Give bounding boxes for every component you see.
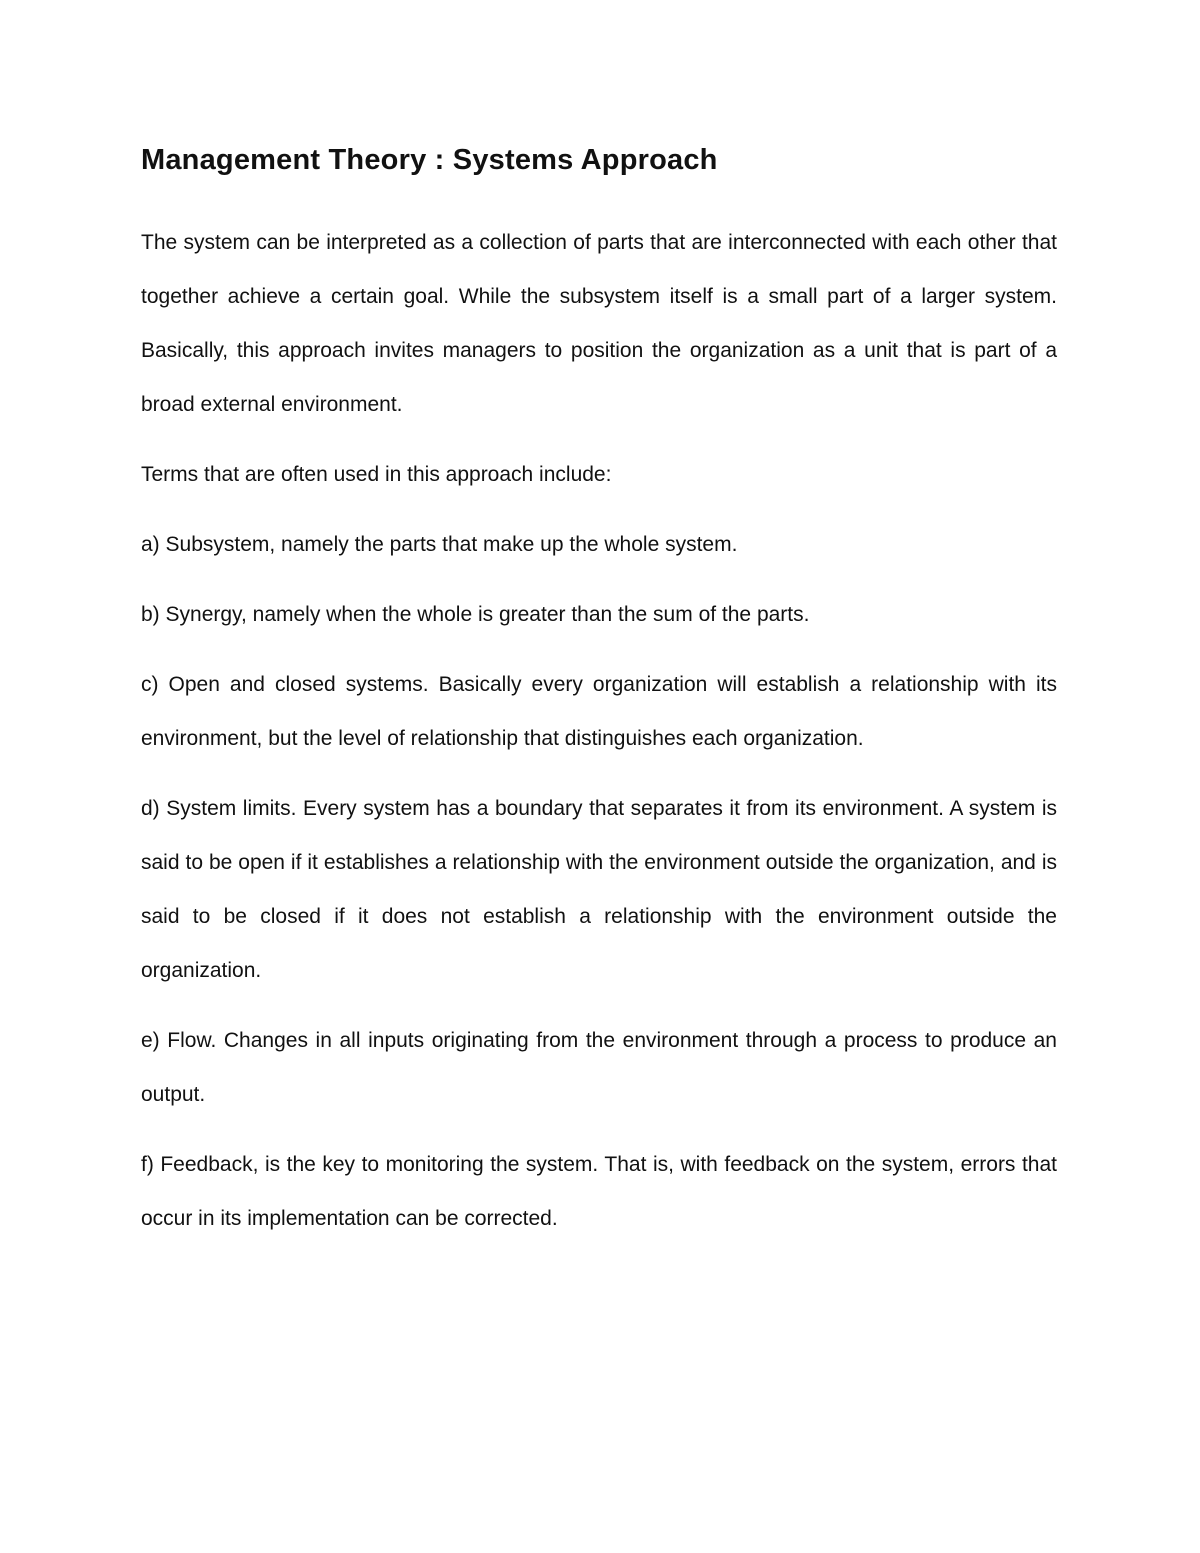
term-item-feedback: f) Feedback, is the key to monitoring the system. That is, with feedback on the system, errors that occur in its implementation can be corrected. — [141, 1153, 1057, 1230]
intro-paragraph: The system can be interpreted as a collection of parts that are interconnected with each other that together achieve a certain goal. While the subsystem itself is a small part of a larger system. Basically, this approach invites managers to position the organization as a unit that is part of a broad external environment. — [141, 231, 1057, 416]
term-item-system-limits: d) System limits. Every system has a boundary that separates it from its environment. A system is said to be open if it establishes a relationship with the environment outside the organization, and is said to be closed if it does not establish a relationship with the environment outside the organization. — [141, 797, 1057, 982]
term-item-subsystem: a) Subsystem, namely the parts that make up the whole system. — [141, 533, 738, 556]
term-item-flow: e) Flow. Changes in all inputs originating from the environment through a process to produce an output. — [141, 1029, 1057, 1106]
document-page — [141, 136, 1057, 1246]
term-item-synergy: b) Synergy, namely when the whole is greater than the sum of the parts. — [141, 603, 810, 626]
terms-intro-paragraph: Terms that are often used in this approach include: — [141, 463, 612, 486]
document-title: Management Theory : Systems Approach — [141, 144, 718, 176]
term-item-open-closed-systems: c) Open and closed systems. Basically every organization will establish a relationship with its environment, but the level of relationship that distinguishes each organization. — [141, 673, 1057, 750]
